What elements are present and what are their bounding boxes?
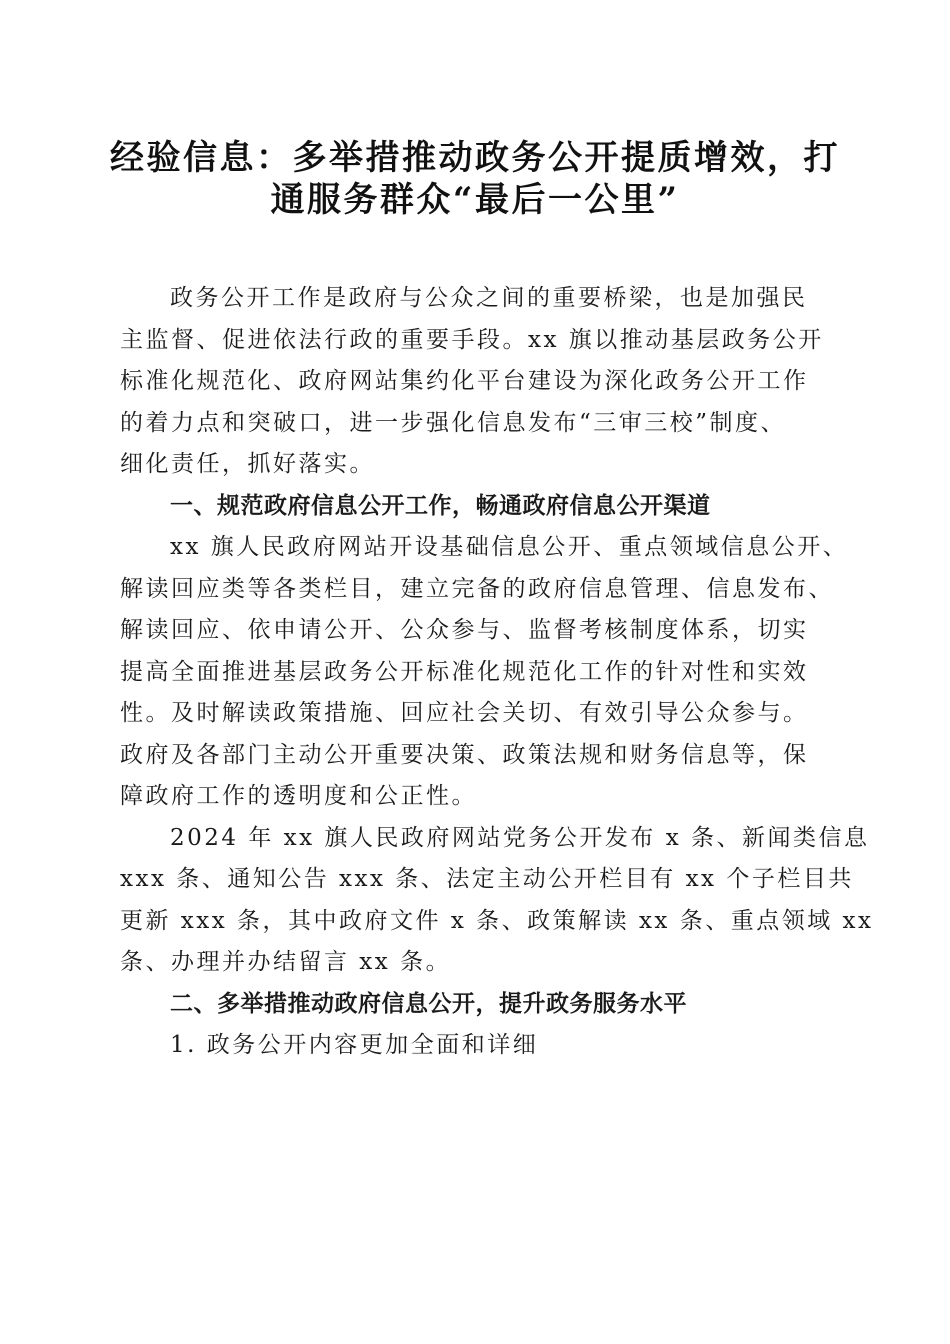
paragraph-line: 主监督、促进依法行政的重要手段。xx 旗以推动基层政务公开 xyxy=(120,326,824,353)
paragraph-section-1 xyxy=(120,527,849,818)
paragraph-line: 提高全面推进基层政务公开标准化规范化工作的针对性和实效 xyxy=(120,658,809,685)
paragraph-line: 解读回应、依申请公开、公众参与、监督考核制度体系，切实 xyxy=(120,617,809,643)
paragraph-line: 更新 xxx 条，其中政府文件 x 条、政策解读 xx 条、重点领域 xx xyxy=(120,907,874,934)
paragraph-line: 解读回应类等各类栏目，建立完备的政府信息管理、信息发布、 xyxy=(120,575,834,602)
paragraph-line: 2024 年 xx 旗人民政府网站党务公开发布 x 条、新闻类信息 xyxy=(170,824,870,851)
paragraph-line: xx 旗人民政府网站开设基础信息公开、重点领域信息公开、 xyxy=(170,534,849,560)
paragraph-line: 障政府工作的透明度和公正性。 xyxy=(120,783,477,809)
paragraph-line: 标准化规范化、政府网站集约化平台建设为深化政务公开工作 xyxy=(120,368,809,394)
paragraph-line: 性。及时解读政策措施、回应社会关切、有效引导公众参与。 xyxy=(120,700,809,726)
paragraph-line: 的着力点和突破口，进一步强化信息发布“三审三校”制度、 xyxy=(120,409,787,436)
section-heading-2: 二、多举措推动政府信息公开，提升政务服务水平 xyxy=(170,990,687,1017)
paragraph-line: 政府及各部门主动公开重要决策、政策法规和财务信息等，保 xyxy=(120,741,809,768)
paragraph-statistics xyxy=(120,818,874,984)
paragraph-line: 细化责任，抓好落实。 xyxy=(120,451,375,477)
paragraph-intro xyxy=(120,278,832,486)
document-title xyxy=(110,138,840,221)
subheading-1: 1. 政务公开内容更加全面和详细 xyxy=(170,1032,539,1058)
paragraph-line: xxx 条、通知公告 xxx 条、法定主动公开栏目有 xx 个子栏目共 xyxy=(120,866,854,892)
paragraph-line: 条、办理并办结留言 xx 条。 xyxy=(120,949,452,975)
title-line-1: 经验信息：多举措推动政务公开提质增效，打 xyxy=(110,138,840,178)
paragraph-line: 政务公开工作是政府与公众之间的重要桥梁，也是加强民 xyxy=(170,285,808,311)
title-line-2: 通服务群众“最后一公里” xyxy=(270,179,680,220)
document-body xyxy=(120,278,874,1067)
section-heading-1: 一、规范政府信息公开工作，畅通政府信息公开渠道 xyxy=(170,492,711,519)
